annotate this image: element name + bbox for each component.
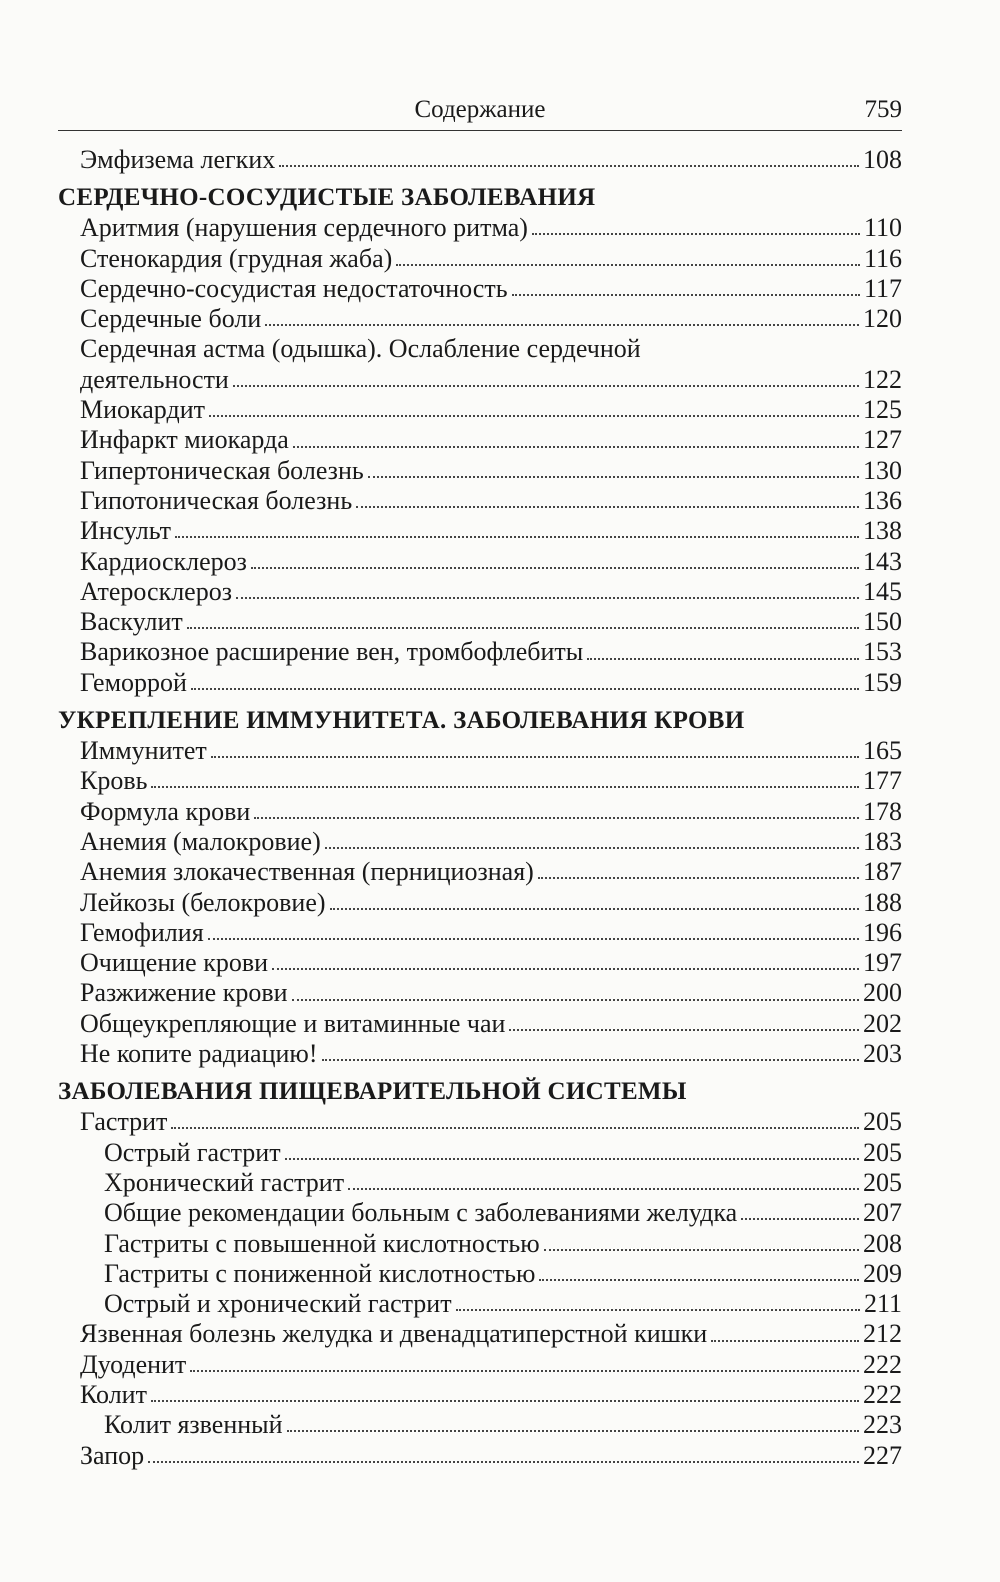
toc-subentry[interactable]: [58, 1168, 902, 1198]
leader-dots: [356, 506, 859, 508]
toc-entry-page: 177: [863, 766, 902, 796]
toc-entry-label: Острый и хронический гастрит: [104, 1289, 452, 1319]
leader-dots: [211, 756, 859, 758]
toc-entry-label: Инсульт: [80, 516, 171, 546]
leader-dots: [233, 385, 859, 387]
toc-entry-page: 211: [863, 1289, 902, 1319]
toc-entry[interactable]: [58, 607, 902, 637]
leader-dots: [148, 1461, 859, 1463]
running-title: Содержание: [414, 96, 546, 123]
toc-entry-page: 205: [863, 1167, 902, 1197]
toc-entry-page: 178: [863, 796, 902, 826]
leader-dots: [190, 1370, 859, 1372]
leader-dots: [293, 446, 859, 448]
leader-dots: [322, 1059, 860, 1061]
toc-entry-page: 205: [863, 1137, 902, 1167]
toc-entry-page: 208: [863, 1228, 902, 1258]
section-heading: ЗАБОЛЕВАНИЯ ПИЩЕВАРИТЕЛЬНОЙ СИСТЕМЫ: [58, 1078, 687, 1106]
toc-entry[interactable]: [58, 797, 902, 827]
toc-entry-page: 159: [863, 667, 902, 697]
leader-dots: [287, 1430, 859, 1432]
toc-entry-page: 143: [863, 546, 902, 576]
toc-entry-label: Очищение крови: [80, 948, 269, 978]
toc-entry-label: Колит: [80, 1379, 147, 1409]
leader-dots: [151, 786, 859, 788]
leader-dots: [711, 1340, 859, 1342]
toc-entry-label: Острый гастрит: [104, 1137, 281, 1167]
toc-entry-page: 196: [863, 917, 902, 947]
toc-entry[interactable]: [58, 456, 902, 486]
toc-entry-page: 197: [863, 948, 902, 978]
toc-entry-label: Разжижение крови: [80, 978, 288, 1008]
leader-dots: [532, 233, 860, 235]
toc-entry-label: Гипертоническая болезнь: [80, 455, 364, 485]
leader-dots: [512, 294, 860, 296]
toc-entry-page: 138: [863, 516, 902, 546]
leader-dots: [279, 165, 859, 167]
leader-dots: [251, 567, 859, 569]
toc-entry-label: Варикозное расширение вен, тромбофлебиты: [80, 637, 584, 667]
toc-entry[interactable]: [58, 304, 902, 334]
toc-subentry[interactable]: [58, 1410, 902, 1440]
toc-entry-label: Васкулит: [80, 607, 183, 637]
toc-entry-page: 145: [863, 576, 902, 606]
toc-entry-label: Не копите радиацию!: [80, 1039, 318, 1069]
leader-dots: [544, 1249, 859, 1251]
toc-entry-page: 117: [863, 273, 902, 303]
toc-entry-label: Аритмия (нарушения сердечного ритма): [80, 213, 528, 243]
toc-entry[interactable]: [58, 736, 902, 766]
toc-entry-page: 200: [863, 978, 902, 1008]
leader-dots: [175, 536, 859, 538]
toc-entry-page: 183: [863, 826, 902, 856]
toc-entry[interactable]: [58, 365, 902, 395]
toc-entry-page: 125: [863, 395, 902, 425]
leader-dots: [208, 938, 859, 940]
toc-entry[interactable]: [58, 1039, 902, 1069]
leader-dots: [330, 908, 859, 910]
leader-dots: [254, 817, 859, 819]
toc-entry-label: Миокардит: [80, 395, 205, 425]
toc-entry[interactable]: [58, 547, 902, 577]
leader-dots: [187, 627, 859, 629]
toc-entry-page: 122: [863, 364, 902, 394]
toc-entry[interactable]: [58, 857, 902, 887]
toc-entry[interactable]: [58, 1380, 902, 1410]
toc-entry-page: 212: [863, 1319, 902, 1349]
toc-subentry[interactable]: [58, 1138, 902, 1168]
toc-entry[interactable]: [58, 637, 902, 667]
toc-entry[interactable]: [58, 668, 902, 698]
toc-entry-page: 120: [863, 304, 902, 334]
toc-entry-page: 202: [863, 1008, 902, 1038]
toc-entry[interactable]: [58, 244, 902, 274]
toc-entry-page: 165: [863, 736, 902, 766]
toc-entry-page: 136: [863, 485, 902, 515]
toc-entry-label: Атеросклероз: [80, 576, 232, 606]
toc-entry-label: Гипотоническая болезнь: [80, 485, 353, 515]
toc-entry-label: Общие рекомендации больным с заболеваниями желудка: [104, 1198, 738, 1228]
leader-dots: [538, 877, 859, 879]
toc-entry[interactable]: [58, 145, 902, 175]
leader-dots: [539, 1279, 859, 1281]
toc-entry[interactable]: [58, 486, 902, 516]
toc-entry-page: 203: [863, 1039, 902, 1069]
toc-entry-label: Иммунитет: [80, 736, 207, 766]
toc-entry[interactable]: [58, 827, 902, 857]
leader-dots: [265, 324, 859, 326]
leader-dots: [236, 597, 859, 599]
toc-entry-page: 209: [863, 1258, 902, 1288]
toc-entry[interactable]: [58, 516, 902, 546]
toc-entry-page: 222: [863, 1349, 902, 1379]
page-number: 759: [864, 96, 902, 123]
toc-entry-page: 222: [863, 1379, 902, 1409]
toc-entry-label: Формула крови: [80, 796, 251, 826]
leader-dots: [285, 1158, 859, 1160]
toc-entry-label: Колит язвенный: [104, 1410, 283, 1440]
leader-dots: [292, 999, 859, 1001]
toc-entry-label: Инфаркт миокарда: [80, 425, 289, 455]
toc-entry-label: Лейкозы (белокровие): [80, 887, 326, 917]
toc-entry[interactable]: [58, 1441, 902, 1471]
toc-entry[interactable]: [58, 213, 902, 243]
section-heading: СЕРДЕЧНО-СОСУДИСТЫЕ ЗАБОЛЕВАНИЯ: [58, 184, 596, 212]
toc-entry-label: Общеукрепляющие и витаминные чаи: [80, 1008, 506, 1038]
toc-entry[interactable]: [58, 948, 902, 978]
leader-dots: [325, 847, 859, 849]
toc-entry-label: Сердечные боли: [80, 304, 262, 334]
toc-subentry[interactable]: [58, 1289, 902, 1319]
toc-entry[interactable]: [58, 1350, 902, 1380]
toc-entry-label: Гастрит: [80, 1107, 168, 1137]
toc-entry-label: Геморрой: [80, 667, 187, 697]
toc-entry[interactable]: [58, 766, 902, 796]
section-heading: УКРЕПЛЕНИЕ ИММУНИТЕТА. ЗАБОЛЕВАНИЯ КРОВИ: [58, 707, 745, 735]
toc-entry-page: 116: [863, 243, 902, 273]
leader-dots: [456, 1309, 860, 1311]
toc-entry-page: 187: [863, 857, 902, 887]
toc-entry-page: 153: [863, 637, 902, 667]
toc-entry-label: деятельности: [80, 364, 229, 394]
toc-subentry[interactable]: [58, 1229, 902, 1259]
toc-entry-label: Анемия злокачественная (пернициозная): [80, 857, 534, 887]
toc-entry-label: Кровь: [80, 766, 148, 796]
toc-entry[interactable]: [58, 395, 902, 425]
toc-entry[interactable]: [58, 274, 902, 304]
toc-entry-page: 130: [863, 455, 902, 485]
leader-dots: [209, 415, 859, 417]
toc-entry[interactable]: [58, 918, 902, 948]
toc-entry-label: Язвенная болезнь желудка и двенадцатиперстной кишки: [80, 1319, 708, 1349]
toc-entry-label: Сердечно-сосудистая недостаточность: [80, 273, 508, 303]
toc-entry[interactable]: [58, 425, 902, 455]
toc-entry[interactable]: [58, 1107, 902, 1137]
toc-entry-label: Хронический гастрит: [104, 1167, 345, 1197]
leader-dots: [272, 968, 859, 970]
leader-dots: [368, 476, 859, 478]
leader-dots: [396, 264, 860, 266]
leader-dots: [151, 1400, 859, 1402]
toc-entry-page: 207: [863, 1198, 902, 1228]
toc-entry[interactable]: [58, 577, 902, 607]
leader-dots: [171, 1127, 859, 1129]
toc-entry-page: 188: [863, 887, 902, 917]
running-header: [58, 94, 902, 131]
toc-entry-label: Кардиосклероз: [80, 546, 247, 576]
toc-entry-page: 223: [863, 1410, 902, 1440]
toc-entry-page: 150: [863, 607, 902, 637]
toc-entry-label: Гастриты с повышенной кислотностью: [104, 1228, 540, 1258]
leader-dots: [741, 1218, 859, 1220]
toc-entry-page: 227: [863, 1440, 902, 1470]
toc-subentry[interactable]: [58, 1198, 902, 1228]
toc-entry-label: Гемофилия: [80, 917, 204, 947]
leader-dots: [587, 658, 859, 660]
toc-entry-page: 205: [863, 1107, 902, 1137]
toc-entry-label: Стенокардия (грудная жаба): [80, 243, 393, 273]
leader-dots: [191, 688, 859, 690]
table-of-contents: [58, 145, 902, 1471]
toc-entry-label: Эмфизема легких: [80, 145, 276, 174]
toc-entry[interactable]: [58, 978, 902, 1008]
toc-subentry[interactable]: [58, 1259, 902, 1289]
toc-entry-label-line1[interactable]: Сердечная астма (одышка). Ослабление сердечной: [80, 334, 641, 364]
toc-entry[interactable]: [58, 1009, 902, 1039]
leader-dots: [348, 1188, 859, 1190]
toc-entry[interactable]: [58, 888, 902, 918]
toc-entry-label: Запор: [80, 1440, 145, 1470]
toc-entry[interactable]: [58, 1319, 902, 1349]
toc-entry-label: Дуоденит: [80, 1349, 187, 1379]
leader-dots: [509, 1029, 859, 1031]
toc-entry-label: Гастриты с пониженной кислотностью: [104, 1258, 536, 1288]
toc-entry-page: 110: [863, 213, 902, 243]
toc-entry-page: 108: [863, 145, 902, 174]
toc-entry-label: Анемия (малокровие): [80, 826, 321, 856]
toc-entry-page: 127: [863, 425, 902, 455]
